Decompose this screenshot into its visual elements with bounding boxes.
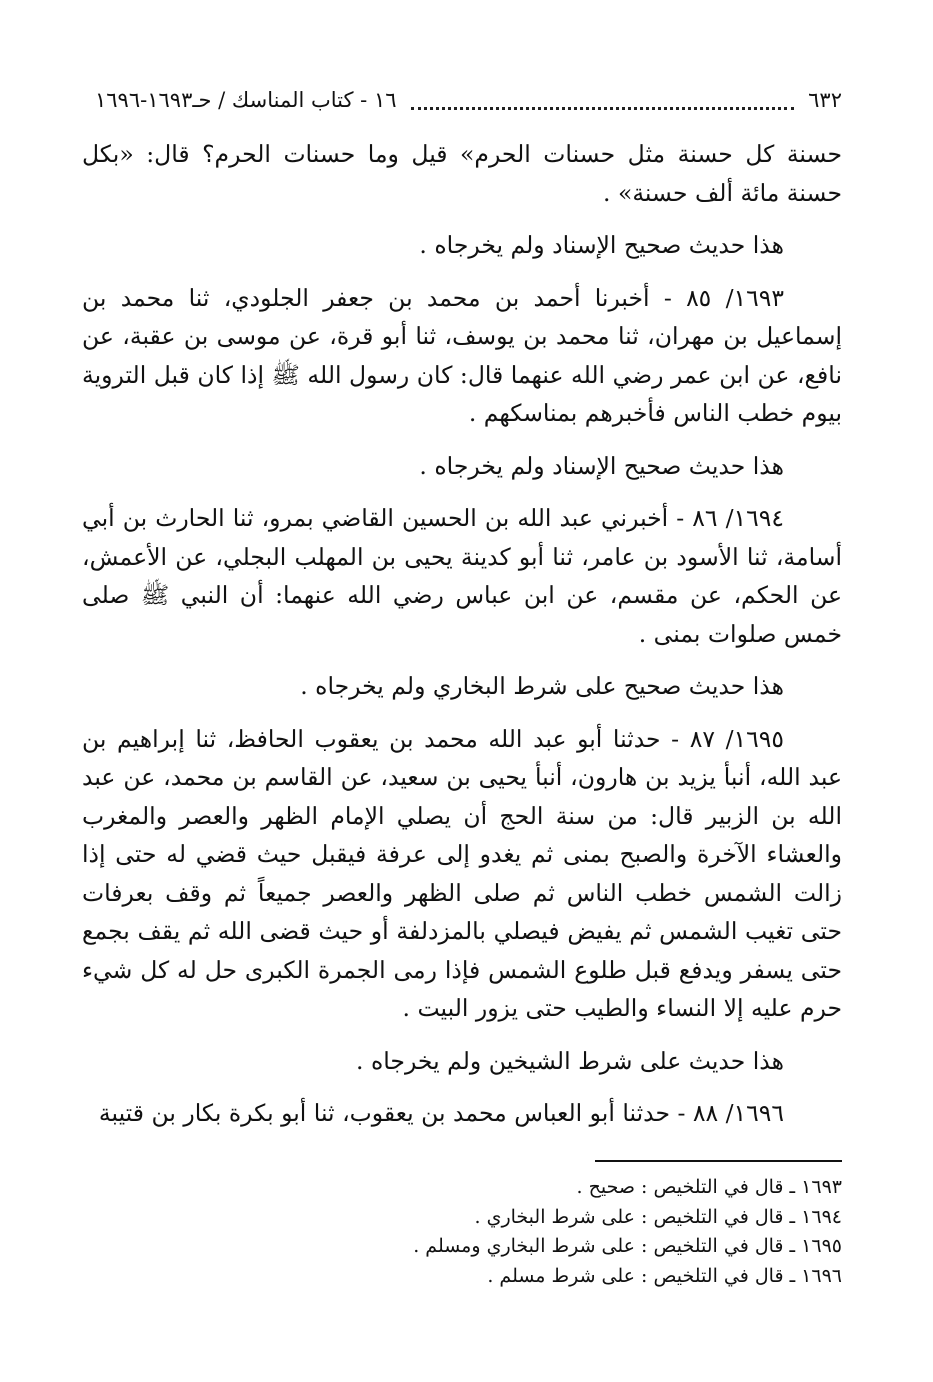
page-body: [82, 135, 842, 1133]
verdict-line: هذا حديث صحيح الإسناد ولم يخرجاه .: [419, 451, 784, 480]
continuation-paragraph: حسنة كل حسنة مثل حسنات الحرم» قيل وما حسنات الحرم؟ قال: «بكل حسنة مائة ألف حسنة» .: [82, 140, 842, 207]
verdict-line: هذا حديث على شرط الشيخين ولم يخرجاه .: [356, 1046, 784, 1075]
hadith-paragraph: ١٦٩٥/ ٨٧ - حدثنا أبو عبد الله محمد بن يعقوب الحافظ، ثنا إبراهيم بن عبد الله، أنبأ يزيد بن هارون، أنبأ يحيى بن سعيد، عن القاسم بن محمد، عن عبد الله بن الزبير قال: من سنة الحج أن يصلي الإمام الظهر والعصر والمغرب والعشاء الآخرة والصبح بمنى ثم يغدو إلى عرفة فيقبل حيث قضي له حتى إذا زالت الشمس خطب الناس ثم صلى الظهر والعصر جميعاً ثم وقف بعرفات حتى تغيب الشمس ثم يفيض فيصلي بالمزدلفة أو حيث قضى الله ثم يقف بجمع حتى يسفر ويدفع قبل طلوع الشمس فإذا رمى الجمرة الكبرى حل له كل شيء حرم عليه إلا النساء والطيب حتى يزور البيت .: [82, 724, 842, 1022]
footnote: ١٦٩٣ ـ قال في التلخيص : صحيح .: [576, 1176, 842, 1198]
hadith-paragraph: ١٦٩٣/ ٨٥ - أخبرنا أحمد بن محمد بن جعفر الجلودي، ثنا محمد بن إسماعيل بن مهران، ثنا محمد بن يوسف، ثنا أبو قرة، عن موسى بن عقبة، عن نافع، عن ابن عمر رضي الله عنهما قال: كان رسول الله ﷺ إذا كان قبل التروية بيوم خطب الناس فأخبرهم بمناسكهم .: [82, 283, 842, 427]
hadith-paragraph: ١٦٩٤/ ٨٦ - أخبرني عبد الله بن الحسين القاضي بمرو، ثنا الحارث بن أبي أسامة، ثنا الأسود بن عامر، ثنا أبو كدينة يحيى بن المهلب البجلي، عن الأعمش، عن الحكم، عن مقسم، عن ابن عباس رضي الله عنهما: أن النبي ﷺ صلى خمس صلوات بمنى .: [82, 504, 842, 648]
header-dotted-leader: [411, 107, 795, 110]
footnote-separator: [595, 1160, 842, 1162]
footnote: ١٦٩٦ ـ قال في التلخيص : على شرط مسلم .: [487, 1264, 842, 1287]
footnote: ١٦٩٤ ـ قال في التلخيص : على شرط البخاري .: [474, 1205, 842, 1228]
running-title: ١٦ - كتاب المناسك / حـ١٦٩٣-١٦٩٦: [95, 88, 397, 112]
verdict-line: هذا حديث صحيح الإسناد ولم يخرجاه .: [419, 231, 784, 259]
hadith-paragraph: ١٦٩٦/ ٨٨ - حدثنا أبو العباس محمد بن يعقوب، ثنا أبو بكرة بكار بن قتيبة: [98, 1099, 784, 1127]
footnotes: [82, 1173, 842, 1291]
footnote: ١٦٩٥ ـ قال في التلخيص : على شرط البخاري ومسلم .: [413, 1235, 842, 1257]
page-number: ٦٣٢: [808, 88, 842, 112]
verdict-line: هذا حديث صحيح على شرط البخاري ولم يخرجاه .: [300, 672, 784, 700]
page-header: [95, 82, 842, 118]
